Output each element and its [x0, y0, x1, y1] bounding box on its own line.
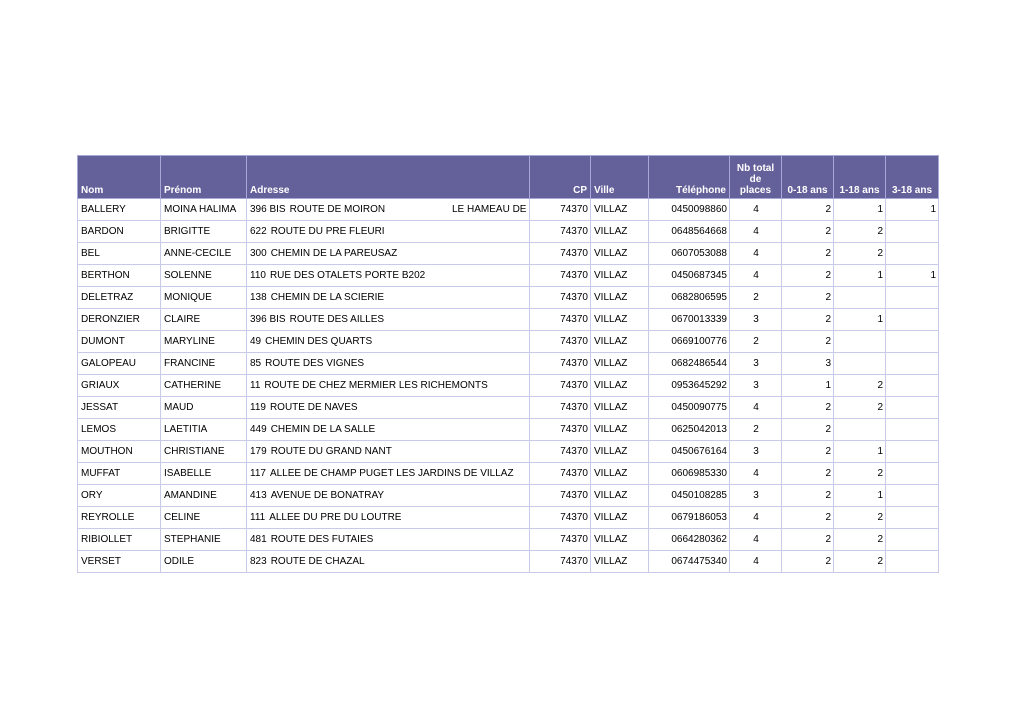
cell-ville: VILLAZ [591, 551, 649, 573]
cell-prenom: STEPHANIE [161, 529, 247, 551]
cell-cp: 74370 [530, 419, 591, 441]
cell-cp: 74370 [530, 265, 591, 287]
cell-prenom: ANNE-CECILE [161, 243, 247, 265]
cell-telephone: 0953645292 [649, 375, 730, 397]
address-number: 481 [250, 533, 267, 545]
address-number: 49 [250, 335, 262, 347]
cell-1-18-ans: 2 [834, 397, 886, 419]
cell-prenom: CELINE [161, 507, 247, 529]
table-row [78, 199, 939, 221]
cell-cp: 74370 [530, 485, 591, 507]
cell-cp: 74370 [530, 441, 591, 463]
cell-0-18-ans: 2 [782, 243, 834, 265]
cell-1-18-ans: 2 [834, 221, 886, 243]
cell-3-18-ans [886, 397, 939, 419]
header-1-18-ans: 1-18 ans [834, 156, 886, 199]
cell-telephone: 0450687345 [649, 265, 730, 287]
cell-0-18-ans: 2 [782, 199, 834, 221]
cell-ville: VILLAZ [591, 265, 649, 287]
cell-3-18-ans [886, 221, 939, 243]
cell-ville: VILLAZ [591, 397, 649, 419]
cell-cp: 74370 [530, 529, 591, 551]
cell-3-18-ans [886, 243, 939, 265]
address-street: ROUTE DES FUTAIES [270, 533, 374, 545]
cell-nom: BALLERY [78, 199, 161, 221]
address-street: ROUTE DU GRAND NANT [270, 445, 392, 457]
cell-prenom: MOINA HALIMA [161, 199, 247, 221]
address-number: 111 [250, 511, 266, 523]
cell-nb-places: 3 [730, 441, 782, 463]
table-row [78, 265, 939, 287]
cell-telephone: 0606985330 [649, 463, 730, 485]
header-3-18-ans: 3-18 ans [886, 156, 939, 199]
cell-cp: 74370 [530, 287, 591, 309]
cell-telephone: 0648564668 [649, 221, 730, 243]
cell-3-18-ans [886, 551, 939, 573]
cell-telephone: 0450098860 [649, 199, 730, 221]
cell-nb-places: 2 [730, 419, 782, 441]
cell-1-18-ans [834, 331, 886, 353]
table-row [78, 221, 939, 243]
cell-1-18-ans [834, 287, 886, 309]
cell-1-18-ans: 2 [834, 375, 886, 397]
cell-prenom: ODILE [161, 551, 247, 573]
cell-1-18-ans: 2 [834, 529, 886, 551]
cell-nb-places: 4 [730, 199, 782, 221]
cell-nom: JESSAT [78, 397, 161, 419]
table-row [78, 331, 939, 353]
host-families-table [77, 155, 939, 573]
cell-0-18-ans: 1 [782, 375, 834, 397]
cell-0-18-ans: 2 [782, 397, 834, 419]
cell-cp: 74370 [530, 551, 591, 573]
cell-nom: RIBIOLLET [78, 529, 161, 551]
cell-nom: DELETRAZ [78, 287, 161, 309]
cell-0-18-ans: 2 [782, 441, 834, 463]
address-street: ALLEE DU PRE DU LOUTRE [269, 511, 402, 523]
address-street: ROUTE DE MOIRON [289, 203, 386, 215]
address-number: 119 [250, 401, 266, 413]
address-street: CHEMIN DES QUARTS [265, 335, 373, 347]
table-row [78, 353, 939, 375]
table-row [78, 507, 939, 529]
cell-1-18-ans: 2 [834, 551, 886, 573]
cell-ville: VILLAZ [591, 199, 649, 221]
table-row [78, 309, 939, 331]
address-street: ROUTE DU PRE FLEURI [270, 225, 385, 237]
cell-3-18-ans: 1 [886, 199, 939, 221]
cell-telephone: 0450108285 [649, 485, 730, 507]
header-adresse: Adresse [247, 156, 530, 199]
address-street: CHEMIN DE LA PAREUSAZ [270, 247, 398, 259]
cell-prenom: BRIGITTE [161, 221, 247, 243]
address-number: 622 [250, 225, 267, 237]
cell-0-18-ans: 2 [782, 529, 834, 551]
cell-prenom: CLAIRE [161, 309, 247, 331]
cell-cp: 74370 [530, 331, 591, 353]
cell-3-18-ans [886, 441, 939, 463]
header-prenom: Prénom [161, 156, 247, 199]
cell-prenom: MONIQUE [161, 287, 247, 309]
cell-3-18-ans: 1 [886, 265, 939, 287]
cell-prenom: MARYLINE [161, 331, 247, 353]
cell-cp: 74370 [530, 243, 591, 265]
cell-nb-places: 3 [730, 375, 782, 397]
cell-ville: VILLAZ [591, 441, 649, 463]
address-number: 138 [250, 291, 267, 303]
cell-telephone: 0625042013 [649, 419, 730, 441]
cell-telephone: 0664280362 [649, 529, 730, 551]
cell-1-18-ans: 2 [834, 243, 886, 265]
cell-0-18-ans: 2 [782, 507, 834, 529]
cell-0-18-ans: 2 [782, 485, 834, 507]
table-row [78, 419, 939, 441]
cell-prenom: SOLENNE [161, 265, 247, 287]
cell-nom: BARDON [78, 221, 161, 243]
cell-ville: VILLAZ [591, 309, 649, 331]
cell-1-18-ans: 2 [834, 507, 886, 529]
cell-3-18-ans [886, 485, 939, 507]
cell-telephone: 0669100776 [649, 331, 730, 353]
address-street: CHEMIN DE LA SCIERIE [270, 291, 385, 303]
cell-nom: MUFFAT [78, 463, 161, 485]
cell-3-18-ans [886, 507, 939, 529]
header-row [78, 156, 939, 199]
cell-0-18-ans: 2 [782, 463, 834, 485]
cell-telephone: 0450090775 [649, 397, 730, 419]
cell-nom: LEMOS [78, 419, 161, 441]
cell-1-18-ans: 1 [834, 309, 886, 331]
address-street: ALLEE DE CHAMP PUGET LES JARDINS DE VILLAZ [269, 467, 514, 479]
cell-prenom: FRANCINE [161, 353, 247, 375]
header-nom: Nom [78, 156, 161, 199]
cell-0-18-ans: 2 [782, 551, 834, 573]
cell-0-18-ans: 2 [782, 287, 834, 309]
cell-3-18-ans [886, 375, 939, 397]
table-body [78, 199, 939, 573]
cell-nb-places: 4 [730, 463, 782, 485]
cell-prenom: CATHERINE [161, 375, 247, 397]
address-street: ROUTE DES AILLES [289, 313, 385, 325]
address-number: 110 [250, 269, 266, 281]
cell-adresse [247, 507, 530, 529]
address-street: CHEMIN DE LA SALLE [270, 423, 376, 435]
header-ville: Ville [591, 156, 649, 199]
cell-adresse [247, 551, 530, 573]
address-street: AVENUE DE BONATRAY [270, 489, 385, 501]
cell-1-18-ans: 2 [834, 463, 886, 485]
cell-ville: VILLAZ [591, 221, 649, 243]
cell-cp: 74370 [530, 463, 591, 485]
cell-adresse [247, 353, 530, 375]
cell-0-18-ans: 2 [782, 309, 834, 331]
cell-nom: GRIAUX [78, 375, 161, 397]
address-number: 396 BIS [250, 203, 286, 215]
cell-adresse [247, 441, 530, 463]
cell-nb-places: 4 [730, 397, 782, 419]
cell-ville: VILLAZ [591, 485, 649, 507]
address-street: ROUTE DE CHAZAL [270, 555, 365, 567]
cell-nb-places: 3 [730, 353, 782, 375]
cell-nb-places: 3 [730, 485, 782, 507]
cell-ville: VILLAZ [591, 419, 649, 441]
address-number: 117 [250, 467, 266, 479]
address-complement: LE HAMEAU DE [452, 203, 527, 215]
address-number: 11 [250, 379, 261, 391]
cell-1-18-ans: 1 [834, 265, 886, 287]
address-street: ROUTE DES VIGNES [265, 357, 365, 369]
cell-adresse [247, 199, 530, 221]
address-number: 413 [250, 489, 267, 501]
cell-ville: VILLAZ [591, 287, 649, 309]
cell-nom: MOUTHON [78, 441, 161, 463]
cell-adresse [247, 287, 530, 309]
cell-prenom: AMANDINE [161, 485, 247, 507]
cell-nb-places: 4 [730, 507, 782, 529]
cell-telephone: 0607053088 [649, 243, 730, 265]
cell-nb-places: 2 [730, 287, 782, 309]
cell-0-18-ans: 2 [782, 331, 834, 353]
cell-3-18-ans [886, 309, 939, 331]
cell-adresse [247, 265, 530, 287]
cell-cp: 74370 [530, 397, 591, 419]
cell-1-18-ans: 1 [834, 441, 886, 463]
cell-0-18-ans: 3 [782, 353, 834, 375]
cell-cp: 74370 [530, 507, 591, 529]
address-street: RUE DES OTALETS PORTE B202 [269, 269, 426, 281]
table-row [78, 243, 939, 265]
cell-cp: 74370 [530, 199, 591, 221]
cell-1-18-ans: 1 [834, 199, 886, 221]
cell-nom: DERONZIER [78, 309, 161, 331]
table-row [78, 529, 939, 551]
header-0-18-ans: 0-18 ans [782, 156, 834, 199]
cell-cp: 74370 [530, 375, 591, 397]
cell-0-18-ans: 2 [782, 419, 834, 441]
cell-adresse [247, 529, 530, 551]
cell-nom: REYROLLE [78, 507, 161, 529]
cell-1-18-ans: 1 [834, 485, 886, 507]
cell-ville: VILLAZ [591, 243, 649, 265]
address-number: 85 [250, 357, 262, 369]
cell-telephone: 0682486544 [649, 353, 730, 375]
header-telephone: Téléphone [649, 156, 730, 199]
cell-ville: VILLAZ [591, 507, 649, 529]
header-nb-places: Nb total de places [730, 156, 782, 199]
cell-3-18-ans [886, 529, 939, 551]
cell-nom: GALOPEAU [78, 353, 161, 375]
address-street: ROUTE DE CHEZ MERMIER LES RICHEMONTS [264, 379, 488, 391]
header-cp: CP [530, 156, 591, 199]
address-number: 300 [250, 247, 267, 259]
cell-nb-places: 2 [730, 331, 782, 353]
cell-telephone: 0450676164 [649, 441, 730, 463]
cell-nb-places: 3 [730, 309, 782, 331]
cell-adresse [247, 243, 530, 265]
cell-1-18-ans [834, 419, 886, 441]
cell-prenom: ISABELLE [161, 463, 247, 485]
table-row [78, 485, 939, 507]
cell-telephone: 0670013339 [649, 309, 730, 331]
cell-3-18-ans [886, 419, 939, 441]
cell-nom: BEL [78, 243, 161, 265]
address-number: 179 [250, 445, 267, 457]
cell-nom: ORY [78, 485, 161, 507]
cell-3-18-ans [886, 353, 939, 375]
address-number: 823 [250, 555, 267, 567]
cell-ville: VILLAZ [591, 331, 649, 353]
table-row [78, 551, 939, 573]
cell-0-18-ans: 2 [782, 221, 834, 243]
cell-adresse [247, 221, 530, 243]
table-row [78, 375, 939, 397]
cell-adresse [247, 397, 530, 419]
cell-cp: 74370 [530, 353, 591, 375]
cell-3-18-ans [886, 287, 939, 309]
cell-adresse [247, 485, 530, 507]
cell-adresse [247, 331, 530, 353]
cell-prenom: CHRISTIANE [161, 441, 247, 463]
cell-nb-places: 4 [730, 551, 782, 573]
address-number: 449 [250, 423, 267, 435]
table-row [78, 463, 939, 485]
cell-3-18-ans [886, 463, 939, 485]
cell-nom: BERTHON [78, 265, 161, 287]
table-row [78, 287, 939, 309]
cell-nb-places: 4 [730, 529, 782, 551]
cell-nb-places: 4 [730, 265, 782, 287]
cell-3-18-ans [886, 331, 939, 353]
cell-telephone: 0679186053 [649, 507, 730, 529]
cell-adresse [247, 463, 530, 485]
cell-prenom: MAUD [161, 397, 247, 419]
cell-adresse [247, 419, 530, 441]
cell-nom: DUMONT [78, 331, 161, 353]
cell-nb-places: 4 [730, 243, 782, 265]
cell-0-18-ans: 2 [782, 265, 834, 287]
table-row [78, 397, 939, 419]
cell-adresse [247, 309, 530, 331]
cell-cp: 74370 [530, 309, 591, 331]
cell-nb-places: 4 [730, 221, 782, 243]
cell-nom: VERSET [78, 551, 161, 573]
address-number: 396 BIS [250, 313, 286, 325]
cell-prenom: LAETITIA [161, 419, 247, 441]
cell-adresse [247, 375, 530, 397]
cell-ville: VILLAZ [591, 375, 649, 397]
cell-1-18-ans [834, 353, 886, 375]
address-street: ROUTE DE NAVES [269, 401, 358, 413]
cell-cp: 74370 [530, 221, 591, 243]
cell-ville: VILLAZ [591, 529, 649, 551]
cell-telephone: 0682806595 [649, 287, 730, 309]
cell-ville: VILLAZ [591, 353, 649, 375]
table-row [78, 441, 939, 463]
cell-ville: VILLAZ [591, 463, 649, 485]
cell-telephone: 0674475340 [649, 551, 730, 573]
